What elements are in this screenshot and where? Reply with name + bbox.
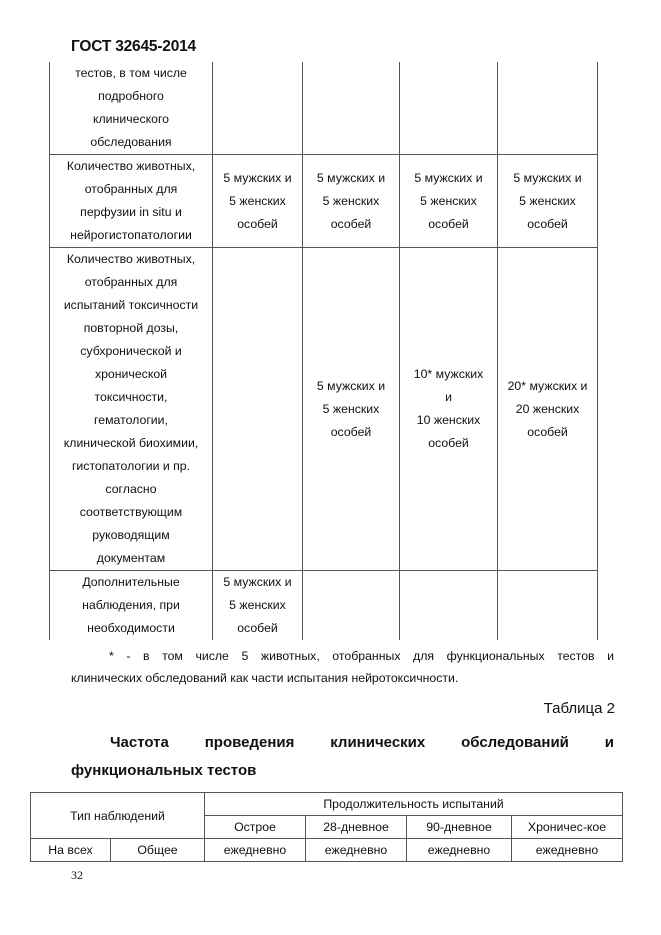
table-label: Таблица 2 <box>543 700 615 717</box>
cell-line: согласно <box>105 482 157 496</box>
table-row <box>50 248 598 571</box>
cell-line: и <box>445 390 452 404</box>
table-cell <box>303 155 400 248</box>
cell-line: субхронической и <box>80 344 182 358</box>
cell-line: 5 женских <box>229 598 286 612</box>
cell-line: подробного <box>98 89 164 103</box>
cell-line: 5 мужских и <box>316 170 386 185</box>
table-cell <box>498 571 598 641</box>
cell-line: 5 мужских и <box>223 170 292 185</box>
cell-line: хронической <box>94 367 168 381</box>
cell-line: 10* мужских <box>413 367 484 381</box>
header-duration: Продолжительность испытаний <box>205 793 623 816</box>
cell-line: наблюдения, при <box>82 598 180 612</box>
cell-line: 5 женских <box>229 193 286 208</box>
table-title-line-1: Частота проведения клинических обследований и <box>110 734 614 751</box>
row-label-general: Общее <box>111 839 205 862</box>
cell-line: 20* мужских и <box>507 378 588 393</box>
duration-28-day: 28-дневное <box>306 816 407 839</box>
table-cell <box>303 571 400 641</box>
table-row <box>50 155 598 248</box>
cell-line: 5 женских <box>420 193 477 208</box>
table-cell <box>213 571 303 641</box>
table-row <box>50 62 598 155</box>
cell-line: испытаний токсичности <box>63 298 199 312</box>
row-label <box>50 62 213 155</box>
cell-line: 5 мужских и <box>513 170 582 185</box>
cell-line: токсичности, <box>94 390 168 404</box>
frequency-table <box>30 792 623 862</box>
table-cell <box>400 248 498 571</box>
table-cell <box>303 248 400 571</box>
table-cell: ежедневно <box>306 839 407 862</box>
duration-chronic: Хроничес-кое <box>512 816 623 839</box>
cell-line: руководящим <box>92 528 170 542</box>
cell-line: особей <box>237 621 278 635</box>
table-cell: ежедневно <box>205 839 306 862</box>
table-cell <box>498 62 598 155</box>
cell-line: 5 мужских и <box>414 170 483 185</box>
cell-line: нейрогистопатологии <box>70 228 192 242</box>
row-label <box>50 155 213 248</box>
cell-line: особей <box>330 216 372 231</box>
table-title-line-2: функциональных тестов <box>71 762 257 779</box>
cell-line: Количество животных, <box>66 252 196 266</box>
cell-line: клинической биохимии, <box>63 436 199 450</box>
cell-line: тестов, в том числе <box>75 66 187 80</box>
cell-line: особей <box>237 216 278 231</box>
cell-line: документам <box>96 551 166 565</box>
cell-line: повторной дозы, <box>83 321 179 335</box>
cell-line: особей <box>330 424 372 439</box>
cell-line: гематологии, <box>94 413 168 427</box>
cell-line: 5 мужских и <box>316 378 386 393</box>
header-observation-type: Тип наблюдений <box>31 793 205 839</box>
table-cell <box>400 62 498 155</box>
cell-line: особей <box>428 436 469 450</box>
cell-line: отобранных для <box>84 275 178 289</box>
cell-line: необходимости <box>87 621 175 635</box>
table-cell <box>498 155 598 248</box>
table-cell <box>400 155 498 248</box>
cell-line: 5 мужских и <box>223 575 292 589</box>
page-number: 32 <box>71 868 83 882</box>
cell-line: гистопатологии и пр. <box>71 459 191 473</box>
table-cell <box>400 571 498 641</box>
duration-90-day: 90-дневное <box>407 816 512 839</box>
cell-line: отобранных для <box>84 182 178 196</box>
cell-line: клинического <box>92 112 170 126</box>
cell-line: особей <box>527 424 568 439</box>
table-cell <box>213 155 303 248</box>
cell-line: соответствующим <box>79 505 183 519</box>
table-cell <box>213 248 303 571</box>
cell-line: Дополнительные <box>82 575 180 589</box>
cell-line: особей <box>428 216 469 231</box>
table-cell <box>303 62 400 155</box>
row-label <box>50 571 213 641</box>
footnote-line-1: * - в том числе 5 животных, отобранных для функциональных тестов и <box>109 649 614 663</box>
cell-line: 5 женских <box>519 193 576 208</box>
table-row <box>50 571 598 641</box>
cell-line: 5 женских <box>322 193 380 208</box>
footnote-line-2: клинических обследований как части испытания нейротоксичности. <box>71 671 459 685</box>
duration-acute: Острое <box>205 816 306 839</box>
cell-line: особей <box>527 216 568 231</box>
cell-line: 20 женских <box>515 401 580 416</box>
table-cell: ежедневно <box>407 839 512 862</box>
row-label <box>50 248 213 571</box>
row-label-all: На всех <box>31 839 111 862</box>
cell-line: 5 женских <box>322 401 380 416</box>
document-header: ГОСТ 32645-2014 <box>71 38 196 55</box>
animals-count-table <box>49 62 598 640</box>
cell-line: Количество животных, <box>66 159 196 173</box>
cell-line: 10 женских <box>416 413 481 427</box>
cell-line: обследования <box>90 135 172 149</box>
table-cell <box>213 62 303 155</box>
cell-line: перфузии in situ и <box>80 205 182 219</box>
table-cell: ежедневно <box>512 839 623 862</box>
table-cell <box>498 248 598 571</box>
